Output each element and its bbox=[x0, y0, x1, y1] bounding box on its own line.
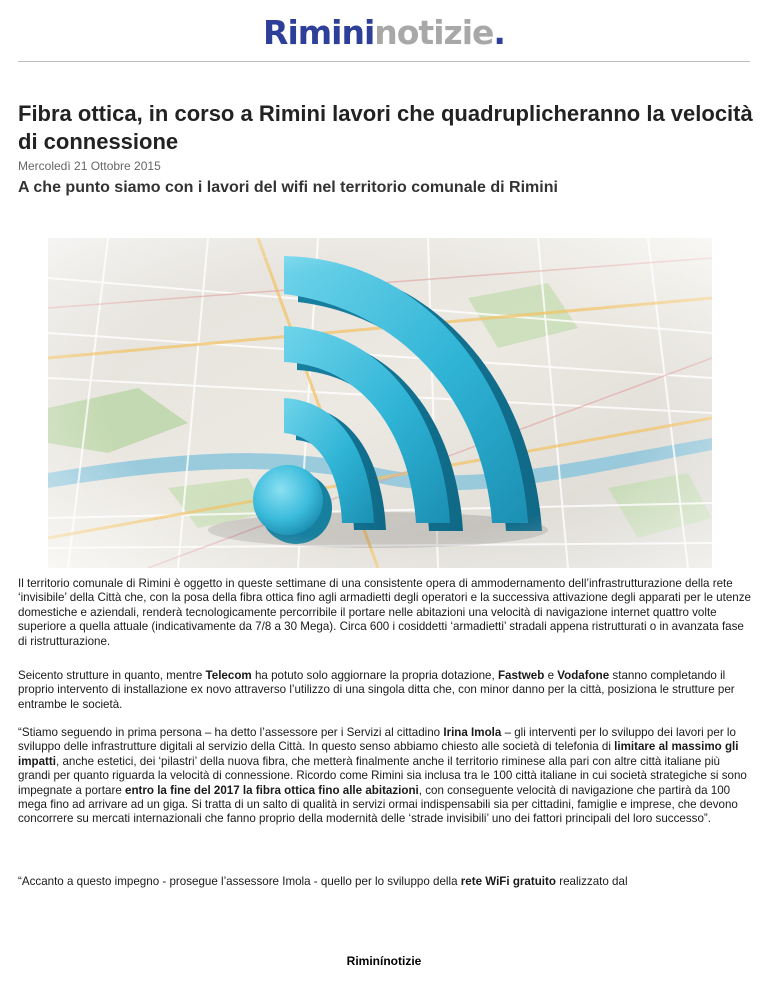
bold-fastweb: Fastweb bbox=[497, 669, 545, 682]
text-run: realizzato dal bbox=[555, 875, 628, 888]
article-paragraph-3 bbox=[18, 726, 753, 827]
text-run: “Stiamo seguendo in prima persona – ha detto l’assessore per i Servizi al cittadino bbox=[18, 726, 444, 739]
text-run: “Accanto a questo impegno - prosegue l’assessore Imola - quello per lo sviluppo della bbox=[18, 875, 461, 888]
text-run: e bbox=[544, 669, 558, 682]
logo-part-notizie: notizie bbox=[374, 13, 494, 52]
bold-fibra-abitazioni: entro la fine del 2017 la fibra ottica fino alle abitazioni bbox=[125, 783, 419, 797]
article-title: Fibra ottica, in corso a Rimini lavori che quadruplicheranno la velocità di connessione bbox=[18, 101, 753, 154]
article-date: Mercoledì 21 Ottobre 2015 bbox=[18, 159, 161, 173]
text-run: , anche estetici, dei ‘pilastri’ della nuova fibra, che metterà finalmente anche il territorio riminese alla pari con altre città italiane più grandi per quanto riguarda la velocità di connessione. Ricordo come Rimini sia inclusa tra le 100 città italiane in cui società strategiche si sono impegnate a portare bbox=[18, 754, 747, 797]
text-run: ha potuto solo aggiornare la propria dotazione, bbox=[251, 669, 498, 682]
masthead bbox=[0, 0, 768, 62]
text-run: – gli interventi per lo sviluppo dei lavori per lo sviluppo delle infrastrutture digitali al servizio della Città. In questo senso abbiamo chiesto alle società di telefonia di bbox=[18, 726, 736, 754]
bold-rete-wifi: rete WiFi gratuito bbox=[460, 875, 556, 888]
page-footer: Riminínotizie bbox=[346, 954, 422, 968]
article-subtitle: A che punto siamo con i lavori del wifi nel territorio comunale di Rimini bbox=[18, 179, 558, 196]
header-divider bbox=[18, 61, 750, 62]
text-run: Seicento strutture in quanto, mentre bbox=[18, 669, 206, 682]
site-logo[interactable] bbox=[0, 13, 768, 52]
bold-telecom: Telecom bbox=[205, 669, 252, 682]
text-run: stanno completando il proprio intervento di installazione ex novo attraverso l’utilizzo di una singola ditta che, con minor danno per la città, posiziona le strutture per entrambe le società. bbox=[18, 669, 735, 711]
article-image bbox=[48, 238, 712, 568]
bold-limitare-impatti: limitare al massimo gli impatti bbox=[18, 740, 739, 768]
article-paragraph-4 bbox=[18, 875, 753, 889]
text-run: , con conseguente velocità di navigazione che partirà da 100 mega fino ad arrivare ad un giga. Si tratta di un salto di qualità in servizi ormai indispensabili sia per cittadini, famiglie e imprese, che devono concorrere su mercati internazionali che fanno proprio della modernità delle ‘strade invisibili’ uno dei fattori principali del loro successo”. bbox=[18, 783, 738, 826]
article-paragraph-2 bbox=[18, 669, 753, 712]
wifi-icon bbox=[48, 238, 712, 568]
logo-part-rimini: Rimini bbox=[263, 13, 375, 52]
logo-dot: . bbox=[493, 13, 505, 52]
bold-assessore-name: Irina Imola bbox=[443, 726, 502, 739]
bold-vodafone: Vodafone bbox=[557, 669, 610, 682]
article-paragraph-1: Il territorio comunale di Rimini è oggetto in queste settimane di una consistente opera di ammodernamento dell’infrastrutturazione della rete ‘invisibile’ della Città che, con la posa della fibra ottica fino agli armadietti degli operatori e la successiva attivazione degli apparati per le utenze domestiche e aziendali, renderà tecnologicamente percorribile il portare nelle abitazioni una velocità di navigazione internet quattro volte superiore a quella attuale (indicativamente da 7/8 a 30 Mega). Circa 600 i cosiddetti ‘armadietti’ stradali appena ristrutturati o in avanzata fase di ristrutturazione. bbox=[18, 577, 751, 648]
